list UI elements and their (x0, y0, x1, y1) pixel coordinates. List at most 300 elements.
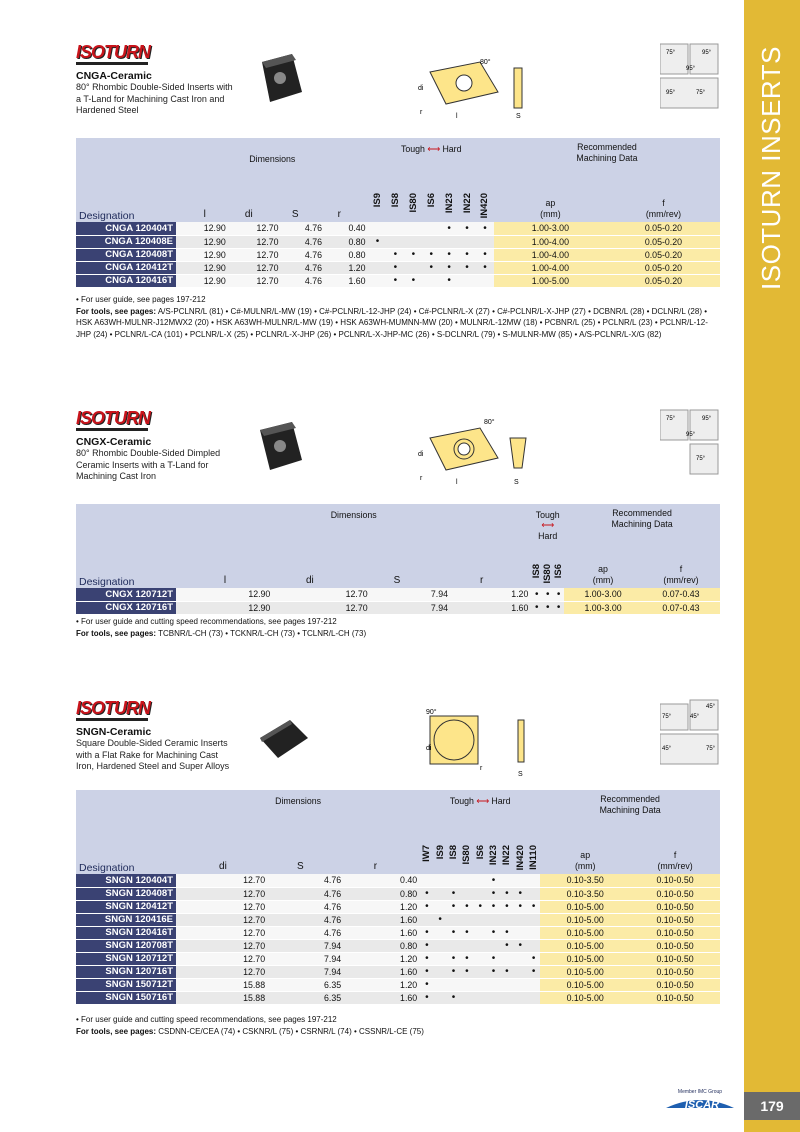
dimension-cell: 6.35 (268, 991, 344, 1004)
dimension-cell: 12.90 (176, 601, 273, 614)
grade-cell (527, 939, 540, 952)
grade-cell: • (514, 900, 527, 913)
grade-cell: • (500, 900, 513, 913)
grade-cell: • (553, 601, 564, 614)
f-cell: 0.10-0.50 (630, 926, 720, 939)
dimension-cell: 12.90 (176, 588, 273, 601)
grade-cell (460, 939, 473, 952)
table-row (76, 261, 720, 274)
dimension-cell: 12.70 (176, 952, 268, 965)
grade-cell (422, 235, 440, 248)
designation-cell: SNGN 120716T (76, 965, 176, 978)
hd-dim-col: S (296, 861, 304, 872)
machining-diagram (660, 698, 720, 768)
designation-cell: SNGN 120408T (76, 887, 176, 900)
section-sngn (76, 698, 720, 1036)
designation-cell: SNGN 120412T (76, 900, 176, 913)
grade-cell: • (420, 926, 433, 939)
grade-cell: • (460, 965, 473, 978)
drawing-l: l (456, 479, 458, 486)
grade-cell (369, 274, 387, 287)
drawing-r: r (420, 475, 423, 482)
insert-drawing (410, 408, 540, 488)
product-desc: 80° Rhombic Double-Sided Dimpled Ceramic Inserts with a T-Land for Machining Cast Iron (76, 448, 221, 481)
tools-list: A/S-PCLNR/L (81) • C#-MULNR/L-MW (19) • C#-PCLNR/L-12-JHP (24) • C#-PCLNR/L-X (27) • C#-PCLNR/L-X-JHP (27) • DCBNR/L (28) • DCLNR/L (28) • HSK A63WH-MULNR-J12MWX2 (20) • HSK A63WH-MULNR/L-MW (19) • HSK A63WH-MUMNN-MW (20) • MULNR/L-12MW (18) • PCBNR/L (25) • PCLNR/L (23) • PCLNR/L-12-JHP (24) • PCLNR/L-CA (101) • PCLNR/L-X (25) • PCLNR/L-X-JHP (26) • PCLNR/L-X-JHP-MC (26) • S-DCLNR/L (79) • S-MULNR-MW (85) • A/S-PCLNR/L-X/G (82) (76, 306, 708, 339)
dimension-cell: 12.70 (176, 913, 268, 926)
grade-cell: • (500, 887, 513, 900)
svg-text:45°: 45° (662, 746, 672, 752)
grade-label: IN23 (443, 192, 455, 213)
grade-cell: • (404, 274, 422, 287)
grade-label: IS80 (542, 564, 554, 584)
grade-cell (460, 991, 473, 1004)
svg-text:95°: 95° (686, 432, 696, 438)
grade-cell: • (487, 874, 500, 887)
table-row (76, 274, 720, 287)
hd-hard: Hard (442, 144, 462, 154)
hd-designation: Designation (76, 138, 176, 222)
grade-label: IS6 (474, 844, 486, 859)
note-user-guide: • For user guide and cutting speed recommendations, see pages 197-212 (76, 1015, 337, 1024)
grade-cell: • (420, 965, 433, 978)
f-cell: 0.10-0.50 (630, 913, 720, 926)
grade-cell (487, 913, 500, 926)
table-body (76, 222, 720, 287)
grade-cell (434, 952, 447, 965)
table-body (76, 588, 720, 614)
brand-logo: ISOTURN (76, 408, 150, 428)
table-row (76, 965, 720, 978)
page-number: 179 (744, 1092, 800, 1120)
dimension-cell: 1.60 (325, 274, 369, 287)
grade-cell (404, 222, 422, 235)
grade-cell (460, 913, 473, 926)
grade-cell: • (527, 952, 540, 965)
dimension-cell: 0.80 (344, 887, 420, 900)
grade-cell: • (404, 248, 422, 261)
dimension-cell: 12.90 (176, 274, 229, 287)
designation-cell: SNGN 150712T (76, 978, 176, 991)
hd-recommended: Recommended Machining Data (599, 794, 661, 815)
dimension-cell: 1.60 (344, 913, 420, 926)
hd-dim-col: S (393, 575, 401, 586)
svg-text:95°: 95° (702, 50, 712, 56)
table-row (76, 887, 720, 900)
ap-cell: 1.00-3.00 (494, 222, 607, 235)
table-row (76, 235, 720, 248)
grade-cell (500, 978, 513, 991)
hd-dim-col: r (337, 209, 341, 220)
grade-cell (458, 274, 476, 287)
dimension-cell: 0.80 (325, 235, 369, 248)
hd-dim-col: l (223, 575, 227, 586)
f-cell: 0.05-0.20 (607, 248, 720, 261)
dimension-cell: 15.88 (176, 978, 268, 991)
table-row (76, 900, 720, 913)
grade-cell (474, 978, 487, 991)
grade-cell (500, 952, 513, 965)
grade-cell: • (500, 965, 513, 978)
designation-cell: CNGX 120712T (76, 588, 176, 601)
dimension-cell: 4.76 (268, 913, 344, 926)
designation-cell: CNGA 120416T (76, 274, 176, 287)
grade-cell (447, 874, 460, 887)
grade-label: IS9 (372, 192, 384, 207)
drawing-angle: 90° (426, 709, 437, 716)
designation-cell: SNGN 150716T (76, 991, 176, 1004)
f-cell: 0.05-0.20 (607, 235, 720, 248)
drawing-s: S (516, 113, 521, 120)
hd-tough-hard: Tough ⟷ Hard (449, 796, 511, 806)
ap-cell: 0.10-5.00 (540, 900, 630, 913)
product-desc: Square Double-Sided Ceramic Inserts with a Flat Rake for Machining Cast Iron, Hardened Steel and Super Alloys (76, 738, 230, 771)
dimension-cell: 12.90 (176, 261, 229, 274)
grade-cell: • (474, 900, 487, 913)
grade-label: IS6 (425, 192, 437, 207)
grade-cell: • (458, 261, 476, 274)
grade-cell: • (434, 913, 447, 926)
grade-cell: • (458, 222, 476, 235)
grade-label: IS80 (407, 192, 419, 213)
grade-cell (369, 248, 387, 261)
grade-cell (440, 235, 458, 248)
grade-cell (460, 874, 473, 887)
grade-cell (527, 887, 540, 900)
dimension-cell: 4.76 (282, 235, 326, 248)
grade-cell: • (531, 601, 542, 614)
grade-cell: • (514, 939, 527, 952)
dimension-cell: 1.20 (325, 261, 369, 274)
hd-ap: ap (580, 850, 591, 860)
grade-cell (434, 900, 447, 913)
dimension-cell: 4.76 (282, 274, 326, 287)
grade-label: IS80 (461, 844, 473, 865)
grade-cell: • (420, 952, 433, 965)
dimension-cell: 12.90 (176, 222, 229, 235)
designation-cell: SNGN 120712T (76, 952, 176, 965)
grade-cell: • (500, 939, 513, 952)
hd-dim-col: di (244, 209, 253, 220)
hd-dim-col: r (373, 861, 378, 872)
svg-text:95°: 95° (686, 66, 696, 72)
designation-cell: CNGA 120404T (76, 222, 176, 235)
grade-cell: • (514, 887, 527, 900)
grade-cell (514, 874, 527, 887)
grade-cell (434, 991, 447, 1004)
f-cell: 0.07-0.43 (642, 601, 720, 614)
grade-label: IS6 (553, 564, 565, 579)
hd-f: f (662, 198, 665, 208)
hd-hard: Hard (538, 531, 558, 541)
grade-cell: • (447, 991, 460, 1004)
grade-cell: • (386, 274, 404, 287)
grade-cell (460, 978, 473, 991)
grade-cell: • (476, 261, 494, 274)
table-row (76, 874, 720, 887)
grade-cell: • (440, 248, 458, 261)
grade-cell (487, 978, 500, 991)
hd-recommended: Recommended Machining Data (576, 142, 638, 163)
grade-cell: • (440, 261, 458, 274)
side-title: ISOTURN INSERTS (756, 46, 786, 290)
f-cell: 0.10-0.50 (630, 900, 720, 913)
grade-cell (474, 965, 487, 978)
grade-cell: • (476, 222, 494, 235)
designation-cell: CNGX 120716T (76, 601, 176, 614)
grade-cell (369, 261, 387, 274)
ap-cell: 1.00-4.00 (494, 235, 607, 248)
hd-recommended: Recommended Machining Data (611, 508, 673, 529)
dimension-cell: 12.70 (176, 887, 268, 900)
grade-label: IN23 (488, 844, 500, 865)
grade-cell (386, 235, 404, 248)
grade-cell (474, 913, 487, 926)
hd-designation: Designation (76, 504, 176, 588)
grade-cell: • (447, 887, 460, 900)
grade-cell: • (447, 900, 460, 913)
grade-label: IS9 (434, 844, 446, 859)
grade-cell (434, 874, 447, 887)
grade-cell (474, 939, 487, 952)
table-row (76, 248, 720, 261)
note-user-guide: • For user guide and cutting speed recommendations, see pages 197-212 (76, 617, 337, 626)
dimension-cell: 12.70 (273, 588, 370, 601)
dimension-cell: 12.70 (176, 900, 268, 913)
drawing-s: S (514, 479, 519, 486)
grade-cell: • (487, 900, 500, 913)
drawing-r: r (420, 109, 423, 116)
iscar-logo (664, 1086, 736, 1112)
dimension-cell: 1.20 (451, 588, 531, 601)
hd-tough: Tough (400, 144, 425, 154)
drawing-l: l (456, 113, 458, 120)
grade-cell (527, 978, 540, 991)
ap-cell: 0.10-5.00 (540, 965, 630, 978)
dimension-cell: 7.94 (268, 952, 344, 965)
tools-label: For tools, see pages: (76, 1026, 157, 1036)
dimension-cell: 12.70 (229, 248, 282, 261)
grade-cell: • (369, 235, 387, 248)
dimension-cell: 12.70 (176, 874, 268, 887)
dimension-cell: 4.76 (282, 248, 326, 261)
svg-text:45°: 45° (706, 704, 716, 710)
machining-diagram (660, 42, 720, 112)
grade-label: IS8 (531, 564, 543, 579)
ap-cell: 0.10-3.50 (540, 887, 630, 900)
grade-cell (500, 991, 513, 1004)
ap-cell: 1.00-5.00 (494, 274, 607, 287)
table-row (76, 939, 720, 952)
grade-cell: • (447, 926, 460, 939)
f-cell: 0.10-0.50 (630, 952, 720, 965)
grade-cell (476, 235, 494, 248)
grade-cell: • (386, 248, 404, 261)
grade-cell: • (420, 991, 433, 1004)
grade-cell (422, 222, 440, 235)
hd-ap: ap (598, 564, 608, 574)
f-cell: 0.10-0.50 (630, 874, 720, 887)
grade-cell (500, 874, 513, 887)
grade-cell: • (447, 952, 460, 965)
grade-cell: • (487, 952, 500, 965)
grade-cell: • (527, 965, 540, 978)
ap-cell: 1.00-3.00 (564, 601, 642, 614)
spec-table: Designation Dimensions l di S r Tough ⟷ Hard IS9 IS8 IS80 IS6 IN23 IN22 IN420 Recommended Machining Data ap (mm) f (mm/rev) CNGA 120404T 12.90 12.70 4.76 0.40 • • • 1.00-3.00 0.05-0.20 CNGA 120408E 12.90 12.70 4.76 0.80 • 1.00-4.00 0.05-0.20 CNGA 120408T 12.90 12.70 4.76 0.80 • • • • • • 1.00-4.00 0.05-0.20 CNGA 120412T 12.90 12.70 4.76 1.20 • • • • • 1.00-4.00 0.05-0.20 CNGA 120416T 12.90 12.70 4.76 1.60 • • • 1.00-5.00 0.05-0.20 (76, 138, 720, 288)
dimension-cell: 1.20 (344, 900, 420, 913)
grade-cell (474, 952, 487, 965)
dimension-cell: 1.60 (451, 601, 531, 614)
ap-cell: 1.00-4.00 (494, 248, 607, 261)
svg-text:75°: 75° (696, 456, 706, 462)
f-cell: 0.07-0.43 (642, 588, 720, 601)
grade-cell: • (553, 588, 564, 601)
dimension-cell: 12.90 (176, 248, 229, 261)
dimension-cell: 7.94 (371, 588, 451, 601)
grade-cell (447, 913, 460, 926)
svg-text:75°: 75° (696, 90, 706, 96)
grade-cell (474, 874, 487, 887)
grade-cell: • (487, 926, 500, 939)
product-name: SNGN-Ceramic (76, 726, 152, 738)
dimension-cell: 12.70 (273, 601, 370, 614)
table-body (76, 874, 720, 1004)
grade-cell (420, 874, 433, 887)
dimension-cell: 12.70 (229, 235, 282, 248)
hd-tough-hard: Tough ⟷ Hard (535, 510, 560, 541)
f-cell: 0.10-0.50 (630, 939, 720, 952)
grade-cell (514, 965, 527, 978)
grade-cell (514, 952, 527, 965)
dimension-cell: 4.76 (268, 926, 344, 939)
grade-cell (487, 939, 500, 952)
designation-cell: SNGN 120708T (76, 939, 176, 952)
designation-cell: CNGA 120408T (76, 248, 176, 261)
drawing-angle: 80° (480, 59, 491, 66)
hd-dim-col: l (203, 209, 206, 220)
dimension-cell: 4.76 (268, 900, 344, 913)
grade-cell (514, 991, 527, 1004)
hd-tough: Tough (535, 510, 560, 520)
dimension-cell: 12.70 (176, 926, 268, 939)
hd-f: f (679, 564, 683, 574)
hd-dim-col: di (219, 861, 227, 872)
grade-cell (434, 926, 447, 939)
grade-cell: • (500, 926, 513, 939)
dimension-cell: 7.94 (371, 601, 451, 614)
hd-dimensions: Dimensions (330, 510, 377, 520)
insert-drawing (410, 698, 540, 778)
grade-cell: • (422, 261, 440, 274)
table-row (76, 601, 720, 614)
grade-cell (500, 913, 513, 926)
drawing-di: di (418, 451, 424, 458)
svg-text:95°: 95° (666, 90, 676, 96)
insert-photo (252, 408, 312, 478)
grade-cell (527, 926, 540, 939)
dimension-cell: 1.20 (344, 952, 420, 965)
dimension-cell: 4.76 (282, 261, 326, 274)
f-cell: 0.05-0.20 (607, 274, 720, 287)
ap-cell: 0.10-5.00 (540, 991, 630, 1004)
grade-cell: • (527, 900, 540, 913)
grade-cell (458, 235, 476, 248)
grade-cell: • (458, 248, 476, 261)
table-row (76, 588, 720, 601)
grade-cell (434, 978, 447, 991)
grade-cell: • (420, 887, 433, 900)
dimension-cell: 6.35 (268, 978, 344, 991)
designation-cell: SNGN 120404T (76, 874, 176, 887)
hd-dim-col: r (480, 575, 484, 586)
grade-label: IN22 (461, 192, 473, 213)
grade-cell (434, 887, 447, 900)
dimension-cell: 15.88 (176, 991, 268, 1004)
spec-table: Designation Dimensions di S r Tough ⟷ Hard IW7 IS9 IS8 IS80 IS6 IN23 IN22 IN420 IN110 Recommended Machining Data ap (mm) f (mm/rev) SNGN 120404T 12.70 4.76 0.40 • 0.10-3.50 0.10-0.50 SNGN 120408T 12.70 4.76 0.80 • • • • • 0.10-3.50 0.10-0.50 SNGN 120412T 12.70 4.76 1.20 • • • • • • • • 0.10-5.00 0.10-0.50 SNGN 120416E 12.70 4.76 1.60 • 0.10-5.00 0.10-0.50 SNGN 120416T 12.70 4.76 1.60 • • • • • 0.10-5.00 0.10-0.50 SNGN 120708T 12.70 7.94 0.80 • • • 0.10-5.00 0.10-0.50 SNGN 120712T 12.70 7.94 1.20 • • • • • 0.10-5.00 0.10-0.50 SNGN 120716T 12.70 7.94 1.60 • • • • • • 0.10-5.00 0.10-0.50 SNGN 150712T 15.88 6.35 1.20 • 0.10-5.00 0.10-0.50 SNGN 150716T 15.88 6.35 1.60 • • 0.10-5.00 0.10-0.50 (76, 790, 720, 1005)
tools-list: TCBNR/L-CH (73) • TCKNR/L-CH (73) • TCLNR/L-CH (73) (156, 628, 367, 638)
drawing-di: di (418, 85, 424, 92)
grade-cell: • (420, 978, 433, 991)
f-cell: 0.10-0.50 (630, 991, 720, 1004)
grade-cell: • (487, 887, 500, 900)
hd-hard: Hard (491, 796, 511, 806)
dimension-cell: 4.76 (268, 874, 344, 887)
table-row (76, 991, 720, 1004)
grade-label: IN420 (479, 192, 491, 218)
grade-cell: • (531, 588, 542, 601)
grade-cell (422, 274, 440, 287)
brand-logo: ISOTURN (76, 42, 150, 62)
grade-cell (474, 887, 487, 900)
grade-cell: • (440, 274, 458, 287)
grade-cell: • (460, 926, 473, 939)
hd-designation: Designation (76, 790, 176, 874)
iscar-tag: Member IMC Group (677, 1089, 723, 1095)
table-row (76, 926, 720, 939)
grade-label: IW7 (421, 844, 433, 862)
machining-diagram (660, 408, 720, 478)
svg-text:75°: 75° (666, 50, 676, 56)
designation-cell: CNGA 120408E (76, 235, 176, 248)
brand-logo: ISOTURN (76, 698, 150, 718)
grade-cell: • (460, 952, 473, 965)
spec-table: Designation Dimensions l di S r Tough ⟷ Hard IS8 IS80 IS6 Recommended Machining Data ap (mm) f (mm/rev) CNGX 120712T 12.90 12.70 7.94 1.20 • • • 1.00-3.00 0.07-0.43 CNGX 120716T 12.90 12.70 7.94 1.60 • • • 1.00-3.00 0.07-0.43 (76, 504, 720, 615)
grade-cell (369, 222, 387, 235)
hd-dimensions: Dimensions (275, 796, 322, 806)
ap-cell: 0.10-3.50 (540, 874, 630, 887)
note-user-guide: • For user guide, see pages 197-212 (76, 295, 206, 304)
svg-text:95°: 95° (702, 416, 712, 422)
notes (76, 616, 720, 639)
hd-tough: Tough (449, 796, 474, 806)
grade-cell (476, 274, 494, 287)
grade-label: IN420 (514, 844, 526, 870)
drawing-di: di (426, 745, 432, 752)
grade-cell (460, 887, 473, 900)
f-cell: 0.10-0.50 (630, 978, 720, 991)
ap-cell: 0.10-5.00 (540, 939, 630, 952)
grade-cell (514, 926, 527, 939)
grade-cell: • (542, 601, 553, 614)
tools-label: For tools, see pages: (76, 306, 157, 316)
grade-cell (386, 222, 404, 235)
hd-dimensions: Dimensions (249, 154, 296, 164)
grade-cell (527, 991, 540, 1004)
grade-cell (474, 926, 487, 939)
grade-cell (514, 913, 527, 926)
hd-tough-hard: Tough ⟷ Hard (400, 144, 462, 154)
drawing-r: r (480, 765, 483, 772)
iscar-name: ISCAR (684, 1099, 720, 1111)
